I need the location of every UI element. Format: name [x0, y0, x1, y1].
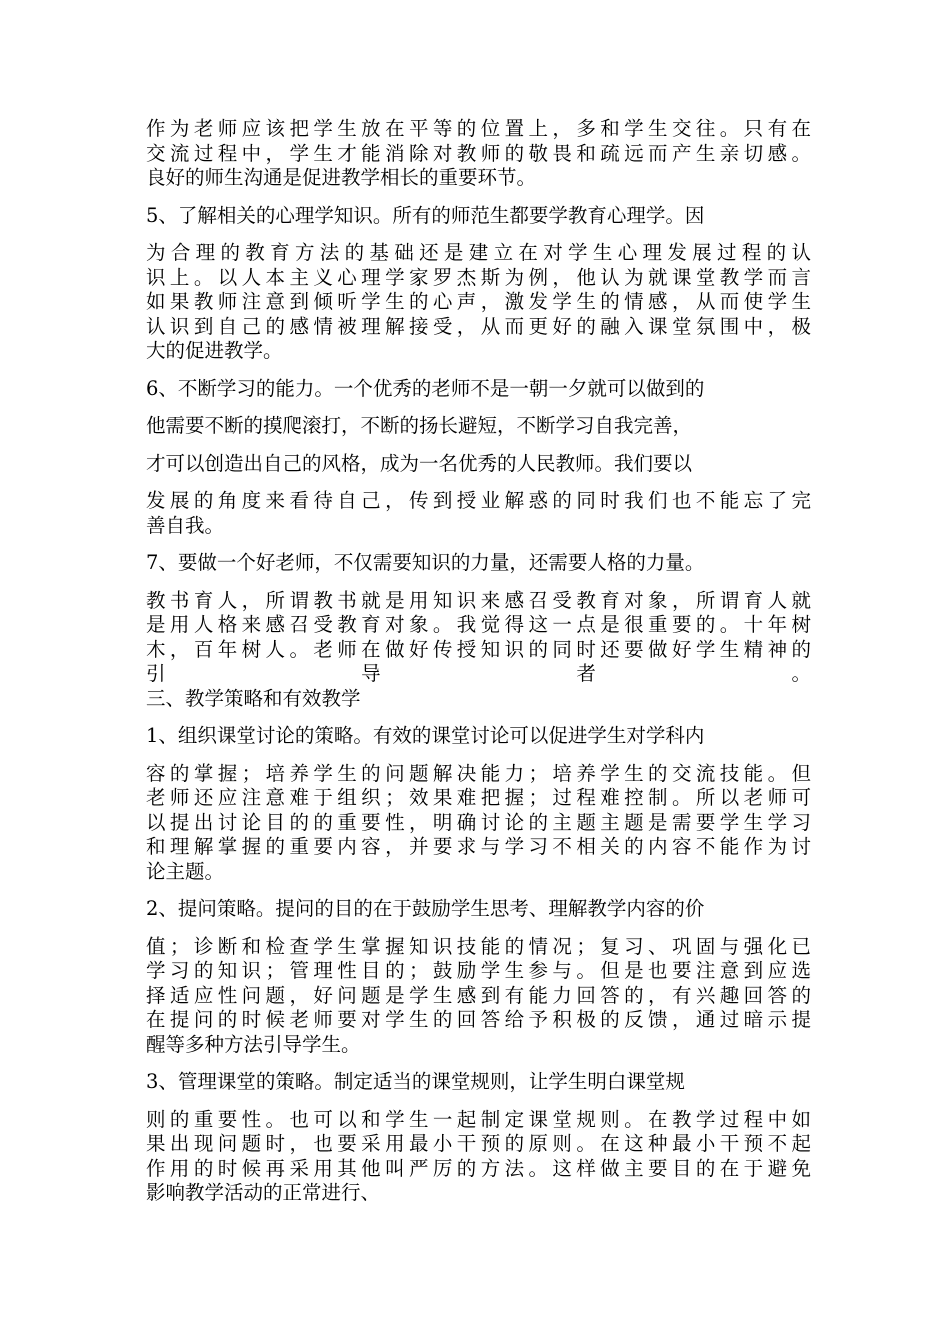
paragraph: [146, 589, 811, 712]
paragraph-gap: [146, 884, 811, 897]
text-line: 他需要不断的摸爬滚打，不断的扬长避短，不断学习自我完善，: [146, 414, 693, 437]
paragraph-gap: [146, 439, 811, 452]
document-body: [146, 117, 811, 1206]
paragraph: [146, 204, 811, 229]
paragraph-gap: [146, 1095, 811, 1108]
paragraph: [146, 1070, 811, 1095]
text-line: 三、教学策略和有效教学: [146, 686, 361, 710]
paragraph: [146, 241, 811, 364]
text-line: 影响教学活动的正常进行、: [146, 1181, 381, 1204]
paragraph-gap: [146, 1057, 811, 1070]
text-line: 善自我。: [146, 513, 225, 537]
text-line: 则的重要性。也可以和学生一起制定课堂规则。在教学过程中如: [146, 1107, 811, 1131]
text-line: 作为老师应该把学生放在平等的位置上，多和学生交往。只有在: [146, 117, 811, 140]
paragraph: [146, 489, 811, 538]
text-line: 如果教师注意到倾听学生的心声，激发学生的情感，从而使学生: [146, 290, 811, 313]
paragraph-gap: [146, 191, 811, 204]
text-line: 认识到自己的感情被理解接受，从而更好的融入课堂氛围中，极: [146, 314, 811, 338]
text-line: 大的促进教学。: [146, 339, 283, 362]
text-line: 教书育人，所谓教书就是用知识来感召受教育对象，所谓育人就: [146, 588, 811, 612]
text-line: 引导者。: [146, 662, 811, 685]
text-line: 容的掌握；培养学生的问题解决能力；培养学生的交流技能。但: [146, 761, 811, 785]
paragraph-gap: [146, 711, 811, 724]
text-line: 果出现问题时，也要采用最小干预的原则。在这种最小干预不起: [146, 1132, 811, 1155]
paragraph-gap: [146, 364, 811, 377]
text-line: 识上。以人本主义心理学家罗杰斯为例，他认为就课堂教学而言: [146, 265, 811, 289]
paragraph-gap: [146, 476, 811, 489]
text-line: 5、了解相关的心理学知识。所有的师范生都要学教育心理学。因: [146, 203, 705, 227]
text-line: 7、要做一个好老师，不仅需要知识的力量，还需要人格的力量。: [146, 551, 705, 574]
paragraph: [146, 117, 811, 191]
text-line: 是用人格来感召受教育对象。我觉得这一点是很重要的。十年树: [146, 613, 811, 636]
text-line: 才可以创造出自己的风格，成为一名优秀的人民教师。我们要以: [146, 451, 693, 475]
text-line: 木，百年树人。老师在做好传授知识的同时还要做好学生精神的: [146, 637, 811, 661]
paragraph-gap: [146, 538, 811, 551]
paragraph-gap: [146, 576, 811, 589]
paragraph: [146, 762, 811, 885]
paragraph-gap: [146, 922, 811, 935]
text-line: 为合理的教育方法的基础还是建立在对学生心理发展过程的认: [146, 241, 811, 264]
text-line: 良好的师生沟通是促进教学相长的重要环节。: [146, 166, 537, 189]
text-line: 发展的角度来看待自己，传到授业解惑的同时我们也不能忘了完: [146, 489, 811, 512]
paragraph: [146, 1108, 811, 1206]
text-line: 老师还应注意难于组织；效果难把握；过程难控制。所以老师可: [146, 786, 811, 809]
text-line: 论主题。: [146, 859, 225, 883]
text-line: 交流过程中，学生才能消除对教师的敬畏和疏远而产生亲切感。: [146, 141, 811, 165]
paragraph: [146, 452, 811, 477]
paragraph-gap: [146, 228, 811, 241]
text-line: 在提问的时候老师要对学生的回答给予积极的反馈，通过暗示提: [146, 1008, 811, 1031]
text-line: 择适应性问题，好问题是学生感到有能力回答的，有兴趣回答的: [146, 983, 811, 1007]
text-line: 值；诊断和检查学生掌握知识技能的情况；复习、巩固与强化已: [146, 934, 811, 958]
paragraph: [146, 724, 811, 749]
paragraph-gap: [146, 749, 811, 762]
text-line: 3、管理课堂的策略。制定适当的课堂规则，让学生明白课堂规: [146, 1070, 685, 1093]
text-line: 和理解掌握的重要内容，并要求与学习不相关的内容不能作为讨: [146, 835, 811, 858]
paragraph: [146, 551, 811, 576]
text-line: 1、组织课堂讨论的策略。有效的课堂讨论可以促进学生对学科内: [146, 724, 705, 747]
paragraph-gap: [146, 401, 811, 414]
paragraph: [146, 935, 811, 1058]
paragraph: [146, 414, 811, 439]
text-line: 以提出讨论目的的重要性，明确讨论的主题主题是需要学生学习: [146, 810, 811, 834]
text-line: 6、不断学习的能力。一个优秀的老师不是一朝一夕就可以做到的: [146, 376, 705, 400]
text-line: 学习的知识；管理性目的；鼓励学生参与。但是也要注意到应选: [146, 959, 811, 982]
paragraph: [146, 897, 811, 922]
paragraph: [146, 377, 811, 402]
text-line: 2、提问策略。提问的目的在于鼓励学生思考、理解教学内容的价: [146, 897, 705, 920]
text-line: 醒等多种方法引导学生。: [146, 1032, 361, 1056]
text-line: 作用的时候再采用其他叫严厉的方法。这样做主要目的在于避免: [146, 1156, 811, 1180]
